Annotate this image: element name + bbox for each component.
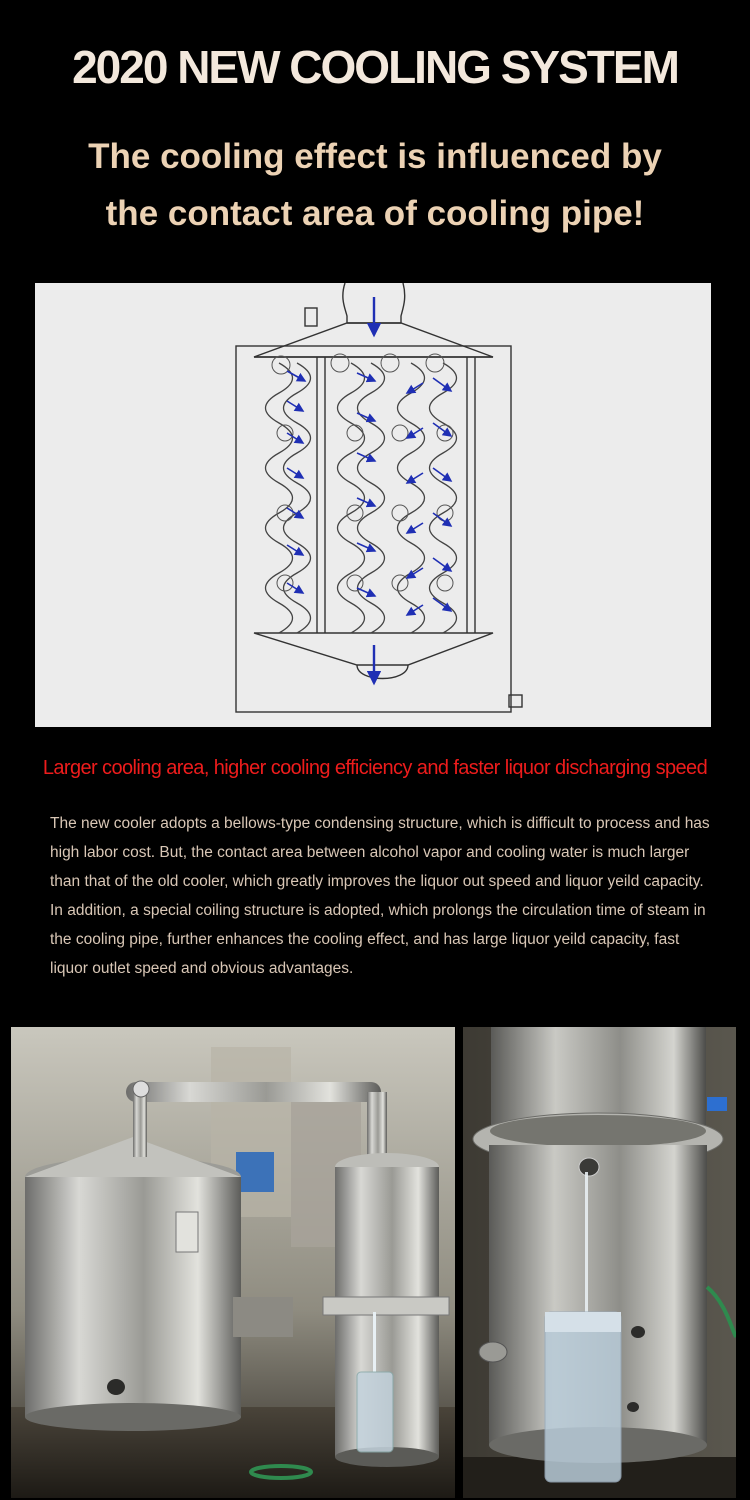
inlet-pipe-left (343, 283, 347, 323)
subtitle-line-2: the contact area of cooling pipe! (105, 194, 645, 233)
condenser-schematic (35, 283, 711, 727)
vapor-flow-arrows (287, 297, 451, 683)
coil-bellows (266, 363, 457, 633)
feature-caption: Larger cooling area, higher cooling efficiency and faster liquor discharging speed (42, 757, 708, 779)
feature-description: The new cooler adopts a bellows-type condensing structure, which is difficult to process and has high labor cost. But, the contact area between alcohol vapor and cooling water is much larger than that of the old cooler, which greatly improves the liquor out speed and liquor yeild capacity. In addition, a special coiling structure is adopted, which prolongs the circulation time of steam in the cooling pipe, further enhances the cooling effect, and has large liquor yeild capacity, fast liquor outlet speed and obvious advantages. (50, 815, 710, 977)
vent-nozzle (305, 308, 317, 326)
distiller-photo (11, 1027, 455, 1498)
cooling-system-diagram (35, 283, 711, 727)
outlet-closeup-photo (463, 1027, 736, 1498)
page-title: 2020 NEW COOLING SYSTEM (72, 41, 678, 93)
inlet-pipe-right (401, 283, 405, 323)
subtitle (0, 128, 750, 242)
subtitle-line-1: The cooling effect is influenced by (88, 137, 662, 176)
